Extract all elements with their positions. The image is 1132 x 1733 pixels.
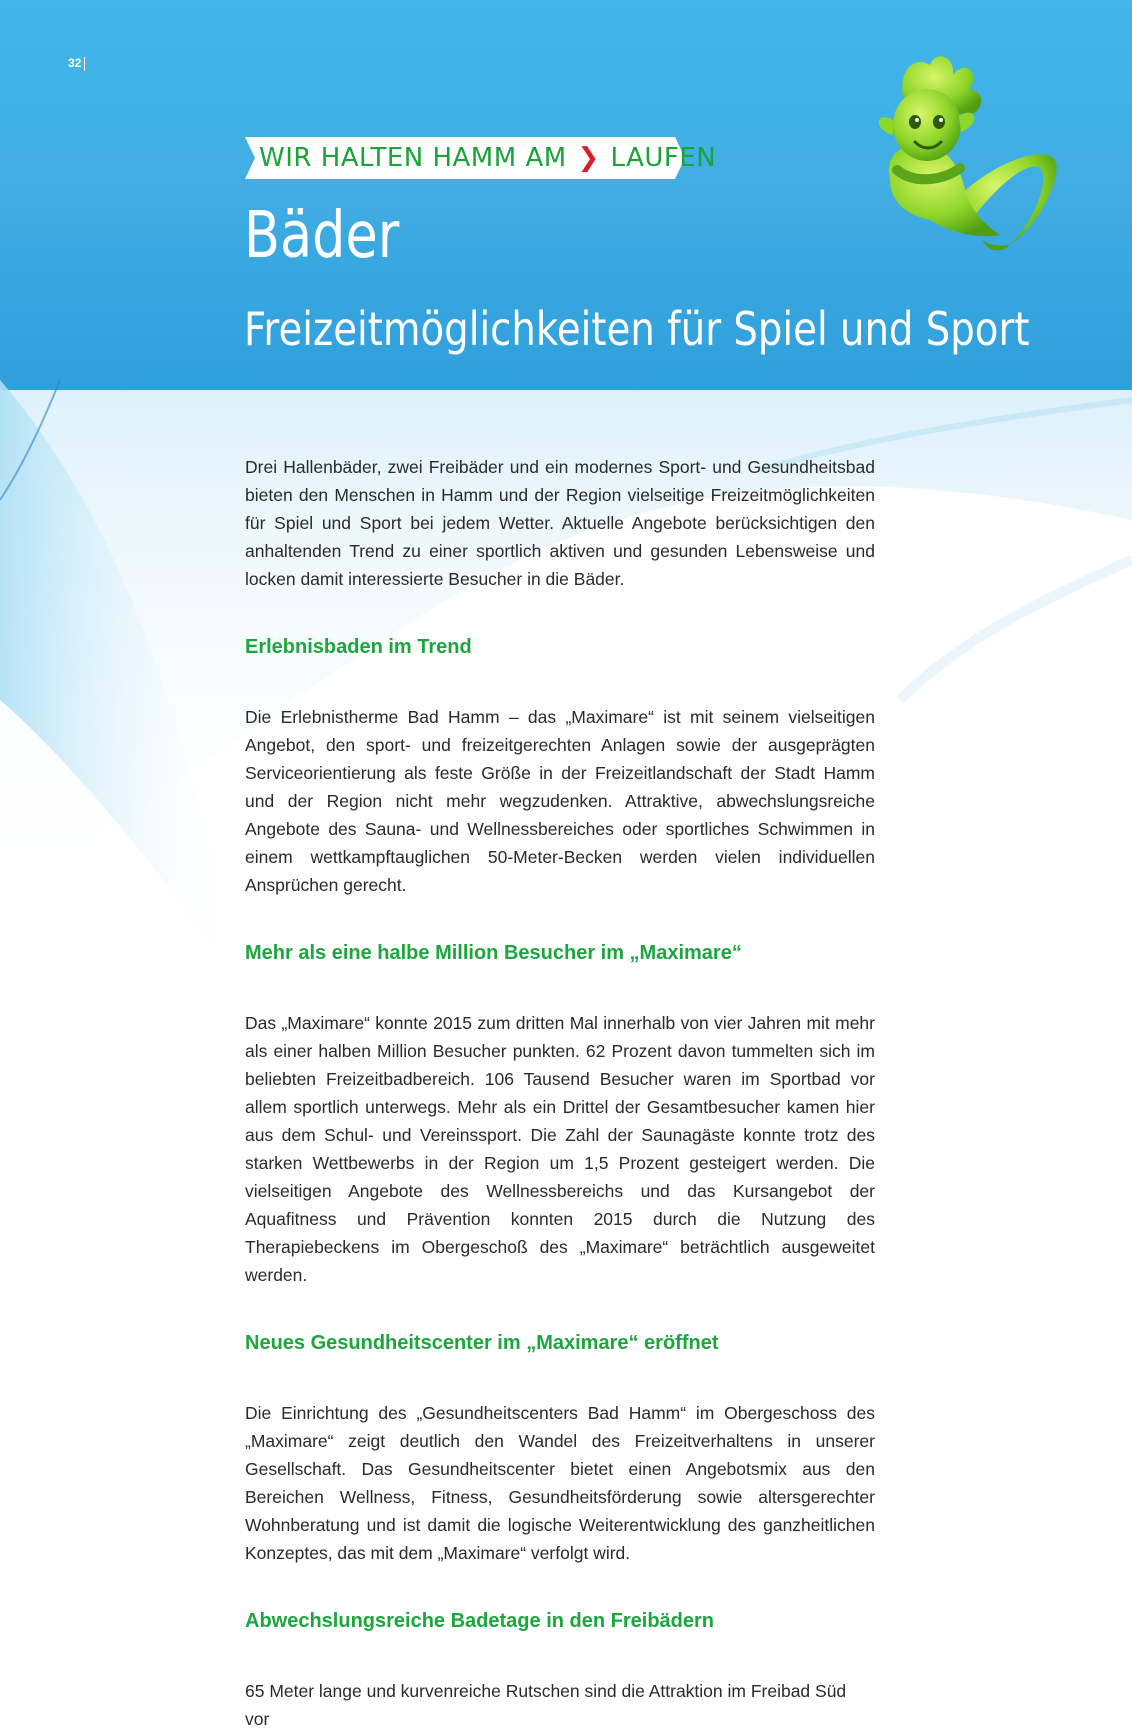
green-water-sprite-mascot-icon [835,50,1065,280]
slogan-chevron-icon: ❯ [577,143,600,173]
article-body [245,453,875,1733]
slogan-part2: LAUFEN [610,143,717,173]
section-heading-freibaeder: Abwechslungsreiche Badetage in den Freibädern [245,1610,715,1632]
slogan-text [259,142,716,174]
page-title: Bäder [244,199,400,273]
page-number [68,56,85,71]
slogan-part1: WIR HALTEN HAMM AM [259,143,567,173]
slogan-banner [245,137,717,179]
section-heading-besucher: Mehr als eine halbe Million Besucher im „Maximare“ [245,942,742,964]
page-number-divider [84,57,85,71]
section-body-erlebnisbaden: Die Erlebnistherme Bad Hamm – das „Maximare“ ist mit seinem vielseitigen Angebot, den sport- und freizeitgerechten Anlagen sowie der ausgeprägten Serviceorientierung als feste Größe in der Freizeitlandschaft der Stadt Hamm und der Region nicht mehr wegzudenken. Attraktive, abwechslungsreiche Angebote des Sauna- und Wellnessbereiches oder sportliches Schwimmen in einem wettkampftauglichen 50-Meter-Becken werden vielen individuellen Ansprüchen gerecht. [245,707,875,895]
section-body-besucher: Das „Maximare“ konnte 2015 zum dritten Mal innerhalb von vier Jahren mit mehr als einer halben Million Besucher punkten. 62 Prozent davon tummelten sich im beliebten Freizeitbadbereich. 106 Tausend Besucher waren im Sportbad vor allem sportlich unterwegs. Mehr als ein Drittel der Gesamtbesucher kamen hier aus dem Schul- und Vereinssport. Die Zahl der Saunagäste konnte trotz des starken Wettbewerbs in der Region um 1,5 Prozent gesteigert werden. Die vielseitigen Angebote des Wellnessbereichs und das Kursangebot der Aquafitness und Prävention konnten 2015 durch die Nutzung des Therapiebeckens im Obergeschoß des „Maximare“ beträchtlich ausgeweitet werden. [245,1013,875,1285]
section-body-freibaeder: 65 Meter lange und kurvenreiche Rutschen sind die Attraktion im Freibad Süd vor [245,1681,847,1729]
intro-paragraph: Drei Hallenbäder, zwei Freibäder und ein modernes Sport- und Gesundheitsbad bieten den Menschen in Hamm und der Region vielseitige Freizeitmöglichkeiten für Spiel und Sport bei jedem Wetter. Aktuelle Angebote berücksichtigen den anhaltenden Trend zu einer sportlich aktiven und gesunden Lebensweise und locken damit interessierte Besucher in die Bäder. [245,457,875,589]
page-subtitle: Freizeitmöglichkeiten für Spiel und Sport [244,302,1030,356]
page-number-text: 32 [68,56,82,70]
section-body-gesundheitscenter: Die Einrichtung des „Gesundheitscenters Bad Hamm“ im Obergeschoss des „Maximare“ zeigt deutlich den Wandel des Freizeitverhaltens in unserer Gesellschaft. Das Gesundheitscenter bietet einen Angebotsmix aus den Bereichen Wellness, Fitness, Gesundheitsförderung sowie altersgerechter Wohnberatung und ist damit die logische Weiterentwicklung des ganzheitlichen Konzeptes, das mit dem „Maximare“ verfolgt wird. [245,1403,875,1563]
section-heading-erlebnisbaden: Erlebnisbaden im Trend [245,636,472,658]
section-heading-gesundheitscenter: Neues Gesundheitscenter im „Maximare“ eröffnet [245,1332,719,1354]
